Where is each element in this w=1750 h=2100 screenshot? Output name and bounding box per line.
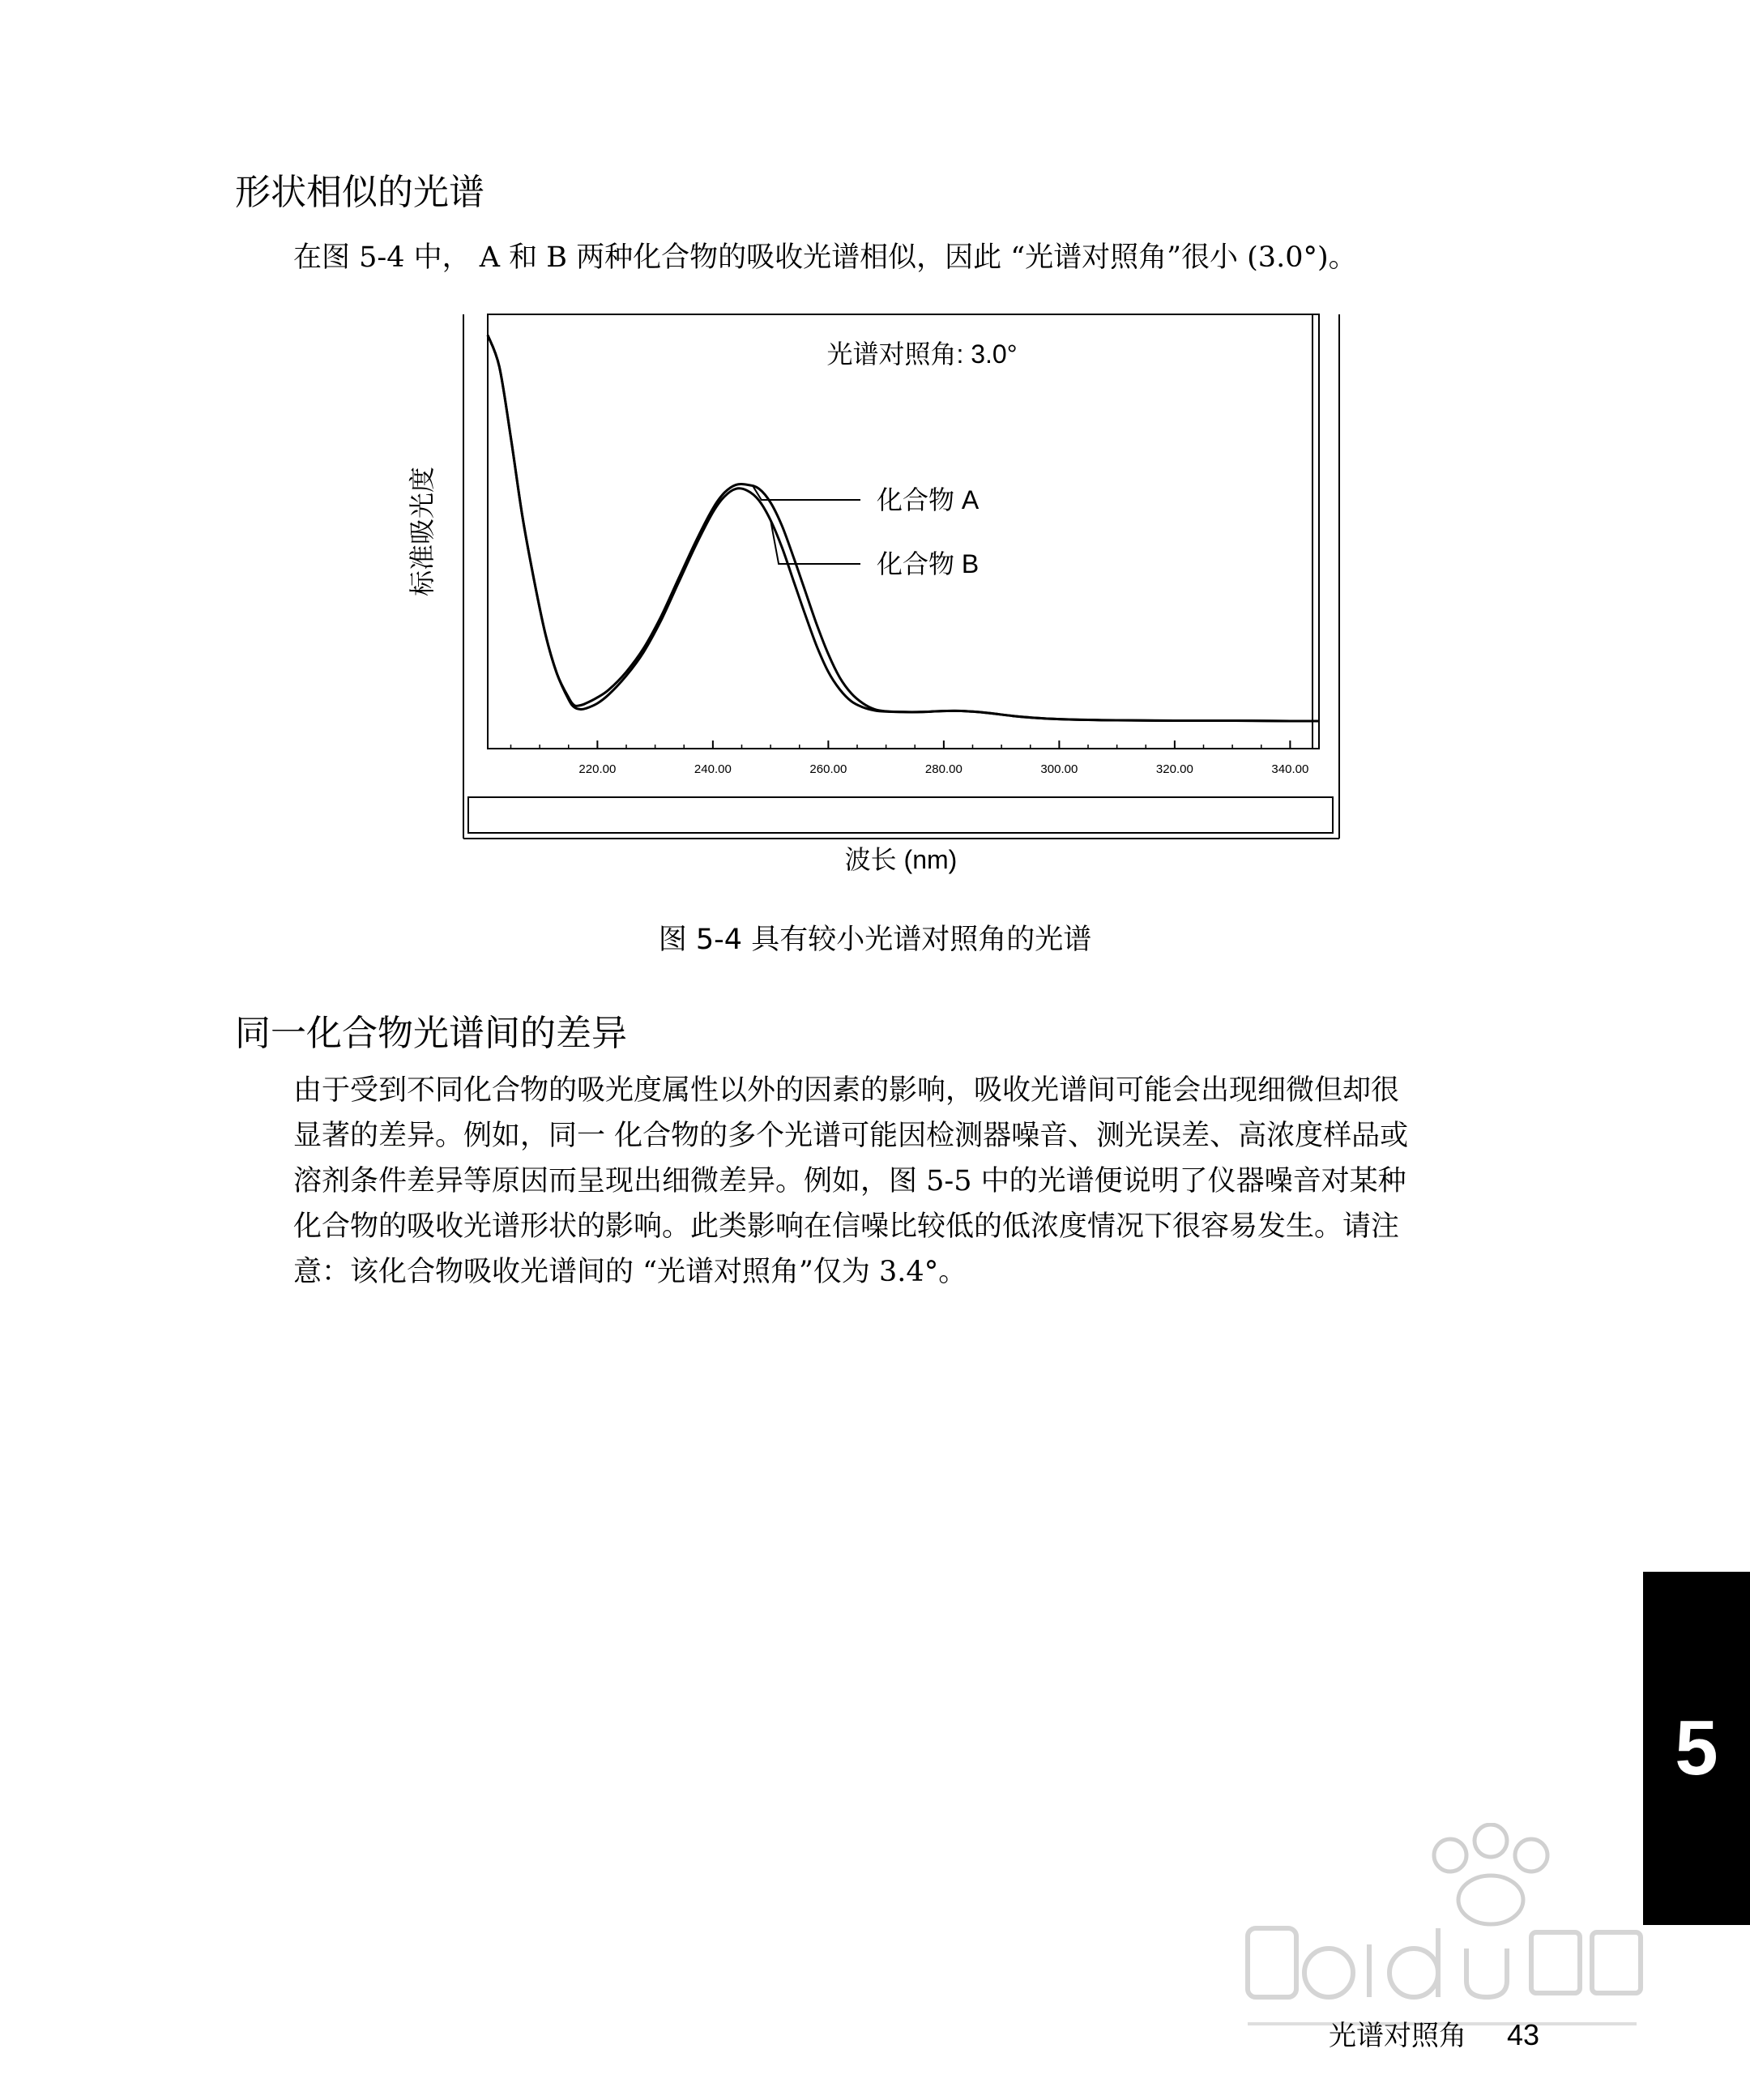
paragraph-line-4: 化合物的吸收光谱形状的影响。此类影响在信噪比较低的低浓度情况下很容易发生。请注 [293, 1210, 1400, 1243]
x-tick-label: 340.00 [1271, 762, 1309, 776]
series-callouts [753, 485, 980, 578]
callout-line-b [770, 520, 860, 564]
series-lines [488, 335, 1319, 721]
x-axis-ticks [511, 741, 1309, 776]
body-paragraph [293, 1068, 1590, 1295]
series-label-a: 化合物 A [877, 485, 980, 514]
page-footer [1329, 2017, 1539, 2054]
section-heading-same-compound-differences: 同一化合物光谱间的差异 [235, 1013, 627, 1054]
x-tick-label: 260.00 [809, 762, 847, 776]
lower-panel [468, 797, 1333, 833]
paragraph-line-1: 由于受到不同化合物的吸光度属性以外的因素的影响，吸收光谱间可能会出现细微但却很 [293, 1074, 1400, 1107]
x-axis-label: 波长 (nm) [844, 845, 958, 874]
baidu-jingyan-watermark-logo [1231, 1823, 1653, 2050]
x-tick-label: 300.00 [1040, 762, 1078, 776]
intro-paragraph: 在图 5-4 中， A 和 B 两种化合物的吸收光谱相似，因此 “光谱对照角”很小 (3.0°)。 [293, 241, 1357, 274]
callout-line-a [753, 487, 860, 500]
paragraph-line-5: 意：该化合物吸收光谱间的 “光谱对照角”仅为 3.4°。 [293, 1256, 967, 1288]
x-tick-label: 280.00 [924, 762, 962, 776]
x-tick-label: 220.00 [578, 762, 617, 776]
x-tick-label: 320.00 [1155, 762, 1193, 776]
page-number: 43 [1507, 2018, 1540, 2051]
paragraph-line-2: 显著的差异。例如，同一 化合物的多个光谱可能因检测器噪音、测光误差、高浓度样品或 [293, 1120, 1409, 1152]
running-title: 光谱对照角 [1329, 2020, 1466, 2052]
plot-area [488, 314, 1319, 749]
y-axis-label: 标准吸光度 [408, 466, 437, 597]
series-line-a [488, 335, 1319, 721]
chapter-tab: 5 [1643, 1572, 1750, 1925]
paragraph-line-3: 溶剂条件差异等原因而呈现出细微差异。例如，图 5-5 中的光谱便说明了仪器噪音对某种 [293, 1165, 1406, 1197]
series-line-b [488, 335, 1319, 721]
chart-title: 光谱对照角: 3.0° [826, 339, 1018, 369]
section-heading-similar-spectra: 形状相似的光谱 [235, 172, 484, 213]
series-label-b: 化合物 B [877, 549, 980, 578]
figure-caption: 图 5-4 具有较小光谱对照角的光谱 [658, 924, 1092, 956]
x-tick-label: 240.00 [694, 762, 732, 776]
spectrum-chart [381, 308, 1345, 891]
